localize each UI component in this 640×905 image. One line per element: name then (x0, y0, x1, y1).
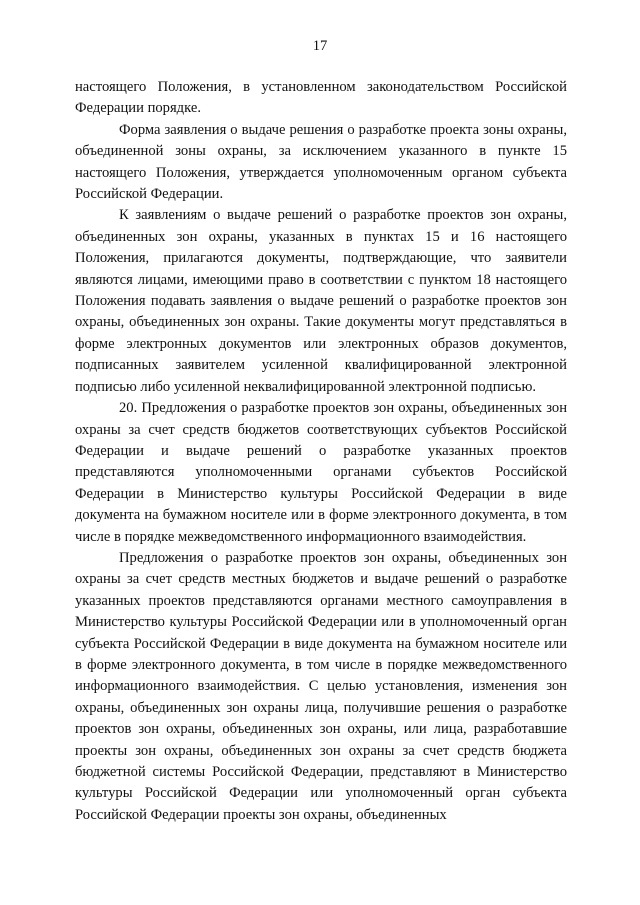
paragraph-attached-documents: К заявлениям о выдаче решений о разработке проектов зон охраны, объединенных зон охраны, указанных в пунктах 15 и 16 настоящего Положения, прилагаются документы, подтверждающие, что заявители являются лицами, имеющими право в соответствии с пунктом 18 настоящего Положения подавать заявления о выдаче решений о разработке проектов зон охраны, объединенных зон охраны. Такие документы могут представляться в форме электронных документов или электронных образов документов, подписанных заявителем усиленной квалифицированной электронной подписью либо усиленной неквалифицированной электронной подписью. (75, 207, 567, 395)
paragraph-item-20: 20. Предложения о разработке проектов зон охраны, объединенных зон охраны за счет средств бюджетов соответствующих субъектов Российской Федерации и выдаче решений о разработке указанных проектов представляются уполномоченными органами субъектов Российской Федерации в Министерство культуры Российской Федерации в виде документа на бумажном носителе или в форме электронного документа, в том числе в порядке межведомственного информационного взаимодействия. (75, 400, 567, 545)
document-body (75, 77, 567, 826)
paragraph-application-form: Форма заявления о выдаче решения о разработке проекта зоны охраны, объединенной зоны охраны, за исключением указанного в пункте 15 настоящего Положения, утверждается уполномоченным органом субъекта Российской Федерации. (75, 121, 567, 203)
paragraph-local-budget-proposals: Предложения о разработке проектов зон охраны, объединенных зон охраны за счет средств местных бюджетов и выдаче решений о разработке указанных проектов представляются органами местного самоуправления в Министерство культуры Российской Федерации или в уполномоченный орган субъекта Российской Федерации в виде документа на бумажном носителе или в форме электронного документа, в том числе в порядке межведомственного информационного взаимодействия. С целью установления, изменения зон охраны, объединенных зон охраны лица, получившие решения о разработке проектов зон охраны, объединенных зон охраны, или лица, разработавшие проекты зон охраны, объединенных зон охраны за счет средств бюджета бюджетной системы Российской Федерации, представляют в Министерство культуры Российской Федерации или уполномоченный орган субъекта Российской Федерации проекты зон охраны, объединенных (75, 549, 567, 823)
page-number: 17 (312, 38, 328, 54)
paragraph-continuation: настоящего Положения, в установленном законодательством Российской Федерации порядке. (75, 79, 567, 117)
